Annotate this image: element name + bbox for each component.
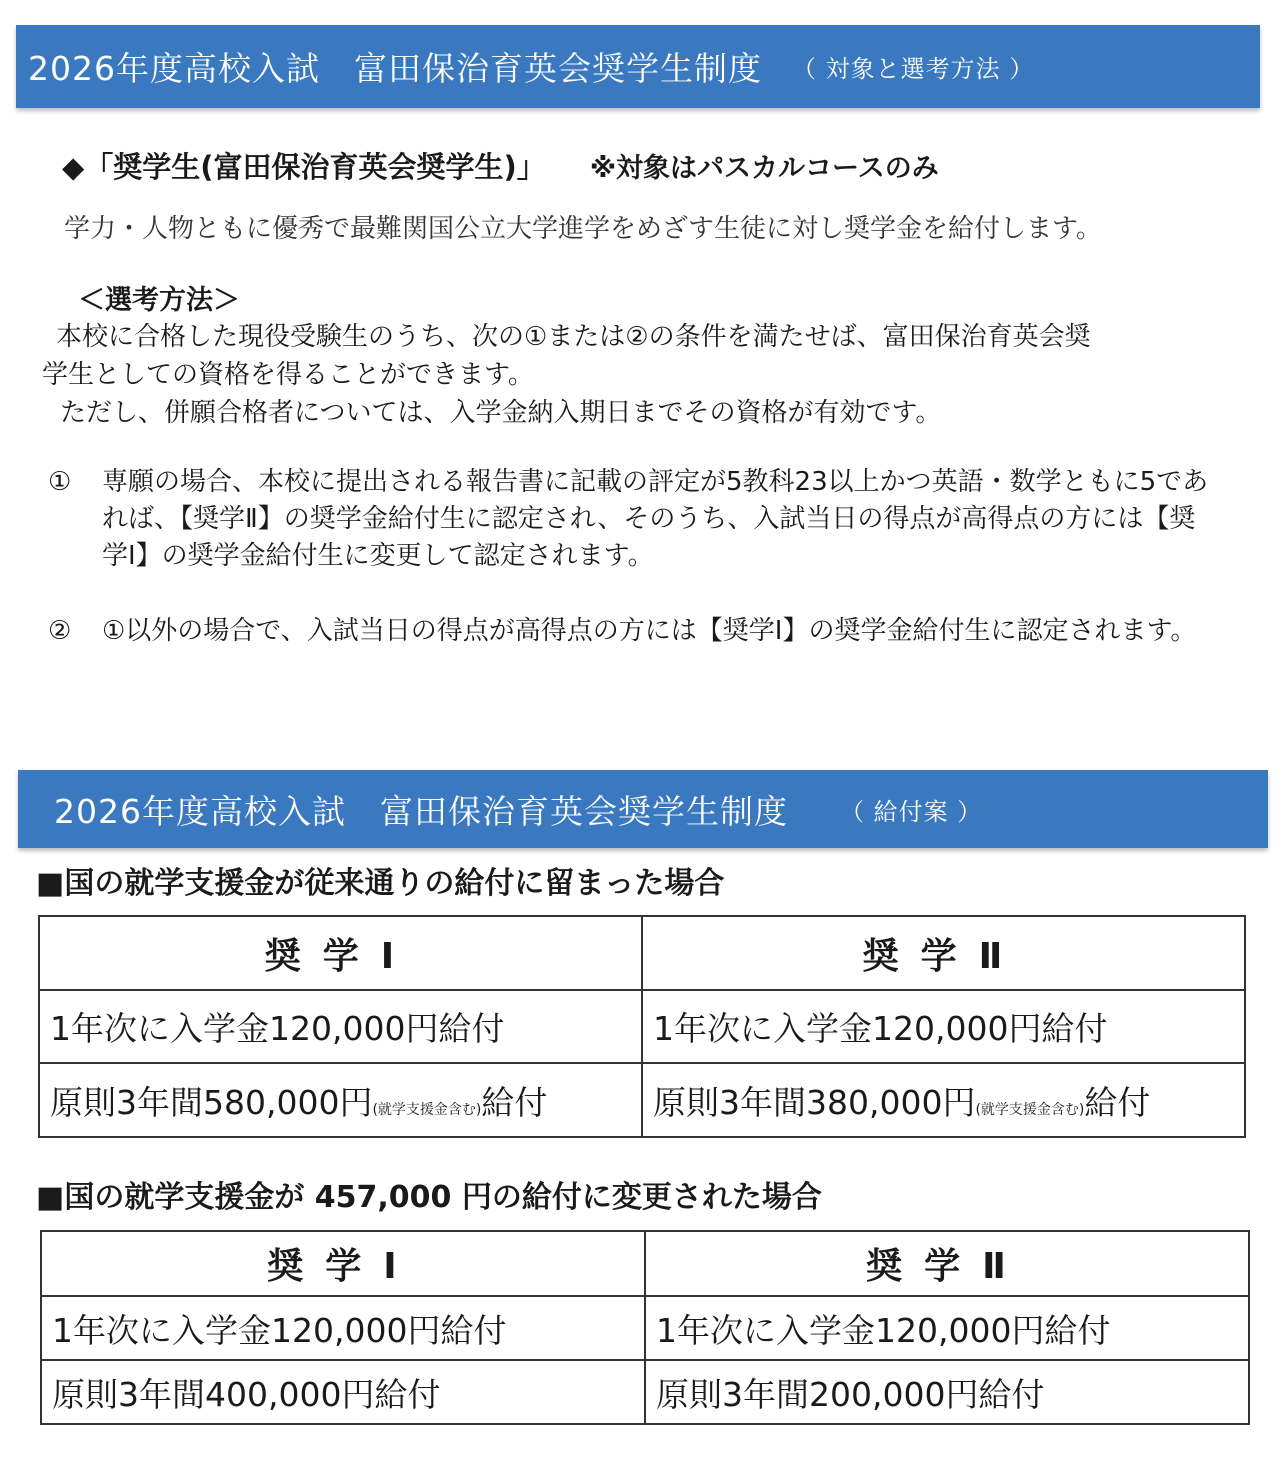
award-lead: 学力・人物ともに優秀で最難関国公立大学進学をめざす生徒に対し奨学金を給付します。 [64, 214, 1102, 244]
table-cell [642, 1063, 1245, 1137]
table-cell: 原則3年間400,000円給付 [41, 1360, 645, 1424]
case2-grant-table [40, 1230, 1250, 1425]
selection-paragraph [42, 318, 1267, 432]
column-header: 奨学Ⅱ [642, 916, 1245, 990]
award-title: ◆「奨学生(富田保治育英会奨学生)」 [62, 150, 546, 184]
condition-1 [48, 464, 1212, 575]
table-cell [39, 1063, 642, 1137]
table-cell: 1年次に入学金120,000円給付 [41, 1296, 645, 1360]
table-row [39, 990, 1245, 1063]
table-header-row [39, 916, 1245, 990]
header-banner-grant [18, 770, 1268, 848]
amount-note: (就学支援金含む) [975, 1101, 1085, 1118]
table-cell: 原則3年間200,000円給付 [645, 1360, 1249, 1424]
amount-note: (就学支援金含む) [372, 1101, 482, 1118]
award-note: ※対象はパスカルコースのみ [589, 153, 939, 184]
banner-title: 2026年度高校入試 富田保治育英会奨学生制度 [28, 49, 762, 88]
amount-text: 原則3年間380,000円 [653, 1082, 976, 1122]
table-row [39, 1063, 1245, 1137]
table-row [41, 1296, 1249, 1360]
table-row [41, 1360, 1249, 1424]
header-banner-selection [16, 25, 1260, 108]
condition-text: ①以外の場合で、入試当日の得点が高得点の方には【奨学Ⅰ】の奨学金給付生に認定されます。 [102, 616, 1197, 646]
table-cell: 1年次に入学金120,000円給付 [645, 1296, 1249, 1360]
table-cell: 1年次に入学金120,000円給付 [642, 990, 1245, 1063]
selection-line: 本校に合格した現役受験生のうち、次の①または②の条件を満たせば、富田保治育英会奨 [56, 322, 1091, 352]
selection-line: ただし、併願合格者については、入学金納入期日までその資格が有効です。 [60, 398, 942, 428]
column-header: 奨学Ⅰ [39, 916, 642, 990]
table-cell: 1年次に入学金120,000円給付 [39, 990, 642, 1063]
selection-title: ＜選考方法＞ [78, 285, 240, 316]
column-header: 奨学Ⅱ [645, 1231, 1249, 1296]
award-heading [62, 145, 939, 186]
banner-subtitle: （ 給付案 ） [839, 797, 983, 826]
table-header-row [41, 1231, 1249, 1296]
condition-text: 専願の場合、本校に提出される報告書に記載の評定が5教科23以上かつ英語・数学ともに5であれば、【奨学Ⅱ】の奨学金給付生に認定され、そのうち、入試当日の得点が高得点の方には【奨学Ⅰ】の奨学金給付生に変更して認定されます。 [102, 467, 1209, 571]
amount-text: 原則3年間580,000円 [50, 1082, 373, 1122]
case1-grant-table [38, 915, 1246, 1138]
banner-subtitle: （ 対象と選考方法 ） [791, 55, 1035, 83]
selection-line: 学生としての資格を得ることができます。 [42, 360, 534, 390]
condition-number: ② [48, 616, 72, 646]
case2-heading: ■国の就学支援金が 457,000 円の給付に変更された場合 [36, 1180, 822, 1215]
amount-suffix: 給付 [481, 1082, 548, 1122]
banner-title: 2026年度高校入試 富田保治育英会奨学生制度 [54, 791, 788, 831]
condition-number: ① [48, 467, 72, 497]
column-header: 奨学Ⅰ [41, 1231, 645, 1296]
amount-suffix: 給付 [1084, 1082, 1151, 1122]
case1-heading: ■国の就学支援金が従来通りの給付に留まった場合 [36, 866, 725, 901]
condition-2 [48, 613, 1212, 650]
